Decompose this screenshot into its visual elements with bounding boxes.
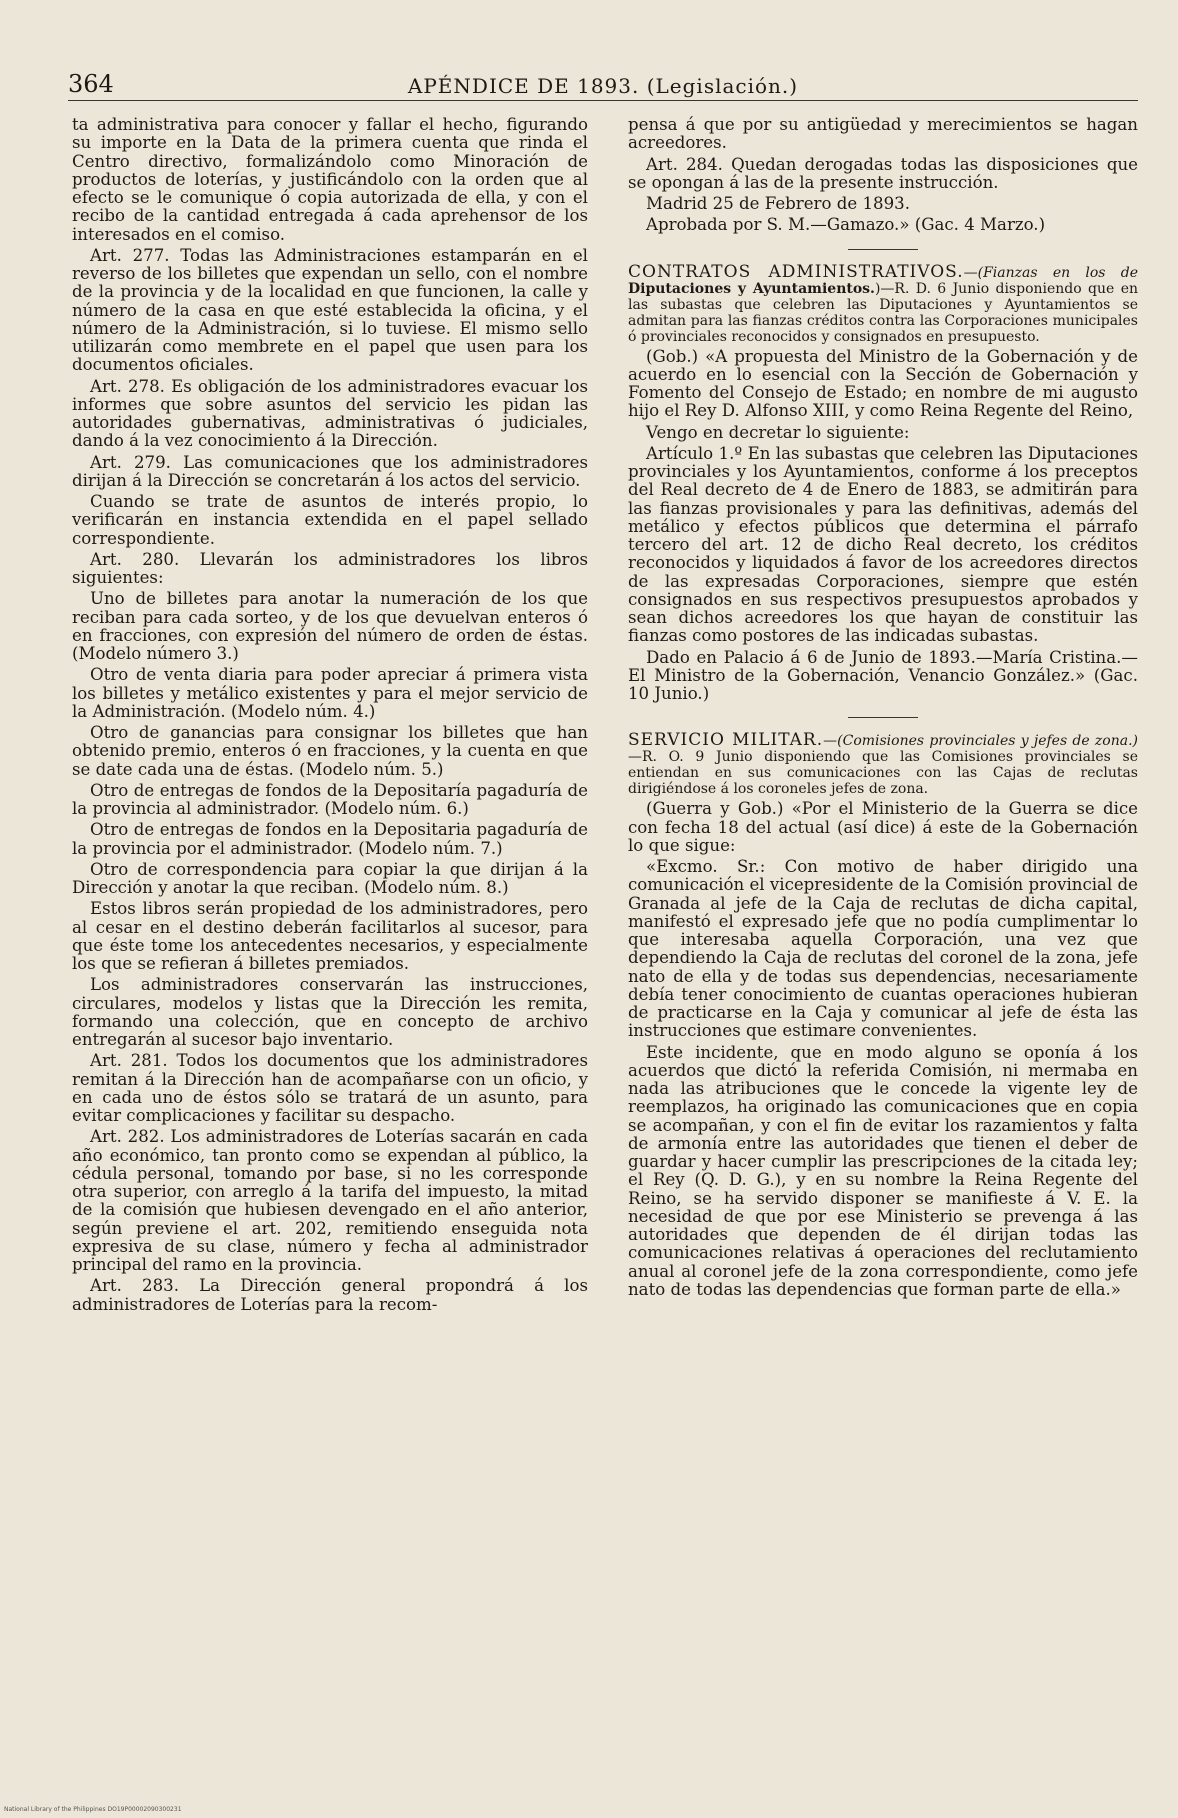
section-heading-contratos (628, 261, 1138, 345)
section-divider (848, 249, 918, 250)
paragraph: Otro de ganancias para consignar los billetes que han obtenido premio, enteros ó en fracciones, y la cuenta en que se date cada una de éstas. (Modelo núm. 5.) (72, 723, 588, 779)
approval-line: Aprobada por S. M.—Gamazo.» (Gac. 4 Marzo.) (646, 215, 1046, 235)
paragraph: Otro de entregas de fondos de la Depositaría pagaduría de la provincia al administrador. (Modelo núm. 6.) (72, 780, 588, 818)
paragraph: Artículo 1.º En las subastas que celebren las Diputaciones provinciales y los Ayuntamientos, conforme á los preceptos del Real decreto de 4 de Enero de 1883, se admitirán para las fianzas provisionales y para las definitivas, además del metálico y efectos públicos que determina el párrafo tercero del art. 12 de dicho Real decreto, los créditos reconocidos y liquidados á favor de los acreedores directos de las expresadas Corporaciones, siempre que estén consignados en sus respectivos presupuestos aprobados y sean dichos acreedores los que hayan de constituir las fianzas como postores de las indicadas subastas. (628, 443, 1138, 646)
paragraph: pensa á que por su antigüedad y merecimientos se hagan acreedores. (628, 116, 1138, 153)
paragraph: Art. 279. Las comunicaciones que los administradores dirijan á la Dirección se concretarán á los actos del servicio. (72, 452, 588, 490)
paragraph: Art. 278. Es obligación de los administradores evacuar los informes que sobre asuntos del servicio les pidan las autoridades gubernativas, administrativas ó judiciales, dando á la vez conocimiento á la Dirección. (72, 376, 588, 451)
section-heading-servicio (628, 732, 1138, 797)
section-title: CONTRATOS ADMINISTRATIVOS. (628, 261, 964, 282)
paragraph: Art. 280. Llevarán los administradores los libros siguientes: (72, 549, 588, 587)
paragraph: Art. 282. Los administradores de Loterías sacarán en cada año económico, tan pronto como se expendan al público, la cédula personal, tomando por base, si no les corresponde otra superior, con arreglo á la tarifa del impuesto, la mitad de la comisión que hubiesen devengado en el año anterior, según previene el art. 202, remitiendo enseguida nota expresiva de su clase, número y fecha al administrador principal del ramo en la provincia. (72, 1127, 588, 1274)
section-summary-italic: —(Comisiones provinciales y jefes de zona.) (823, 733, 1138, 750)
paragraph: «Excmo. Sr.: Con motivo de haber dirigido una comunicación el vicepresidente de la Comisión provincial de Granada al jefe de la Caja de reclutas de dicha capital, manifestó el expresado jefe que no podía cumplimentar lo que interesaba aquella Corporación, una vez que dependiendo la Caja de reclutas del coronel de la zona, jefe nato de ella y de todas sus dependencias, necesariamente debía tener conocimiento de cuantas operaciones hubieran de practicarse en la Caja y comunicar al jefe de ésta las instrucciones que estimare convenientes. (628, 857, 1138, 1041)
paragraph: Los administradores conservarán las instrucciones, circulares, modelos y listas que la Dirección les remita, formando una colección, que en concepto de archivo entregarán al sucesor bajo inventario. (72, 975, 588, 1049)
paragraph: Art. 283. La Dirección general propondrá á los administradores de Loterías para la recom- (72, 1276, 588, 1314)
section-divider (848, 717, 918, 718)
paragraph: Otro de venta diaria para poder apreciar á primera vista los billetes y metálico existentes y para el mejor servicio de la Administración. (Modelo núm. 4.) (72, 665, 588, 721)
paragraph: Otro de entregas de fondos en la Depositaria pagaduría de la provincia por el administrador. (Modelo núm. 7.) (72, 820, 588, 858)
section-summary-italic: —(Fianzas en los de (963, 264, 1138, 281)
paragraph: Art. 284. Quedan derogadas todas las disposiciones que se opongan á las de la presente instrucción. (628, 154, 1138, 192)
scan-credit: National Library of the Philippines DO19P00002090300231 (4, 1806, 182, 1813)
paragraph: (Guerra y Gob.) «Por el Ministerio de la Guerra se dice con fecha 18 del actual (así dice) á este de la Gobernación lo que sigue: (628, 799, 1138, 855)
section-title: SERVICIO MILITAR. (628, 730, 824, 751)
paragraph: ta administrativa para conocer y fallar el hecho, figurando su importe en la Data de la primera cuenta que rinda el Centro directivo, formalizándolo como Minoración de productos de loterías, y justificándolo con la orden que al efecto se le comunique ó copia autorizada de ella, y con el recibo de la cantidad entregada á cada aprehensor de los interesados en el comiso. (72, 116, 588, 244)
paragraph: Uno de billetes para anotar la numeración de los que reciban para cada sorteo, y de los que devuelvan enteros ó en fracciones, con expresión del número de orden de éstas. (Modelo número 3.) (72, 589, 588, 663)
paragraph: Otro de correspondencia para copiar la que dirijan á la Dirección y anotar la que reciban. (Modelo núm. 8.) (72, 859, 588, 897)
paragraph: Este incidente, que en modo alguno se oponía á los acuerdos que dictó la referida Comisión, ni mermaba en nada las atribuciones que le concede la vigente ley de reemplazos, ha originado las comunicaciones que en copia se acompañan, y con el fin de evitar los razamientos y falta de armonía entre las autoridades que tienen el deber de guardar y hacer cumplir las prescripciones de la citada ley; el Rey (Q. D. G.), y en su nombre la Reina Regente del Reino, se ha servido disponer se manifieste á V. E. la necesidad de que por ese Ministerio se prevenga á las autoridades que dependen de él dirijan todas las comunicaciones relativas á operaciones del reclutamiento anual al coronel jefe de la zona correspondiente, como jefe nato de todas las dependencias que forman parte de ella.» (628, 1042, 1138, 1299)
date-line: Madrid 25 de Febrero de 1893. (646, 194, 910, 213)
paragraph: Estos libros serán propiedad de los administradores, pero al cesar en el destino deberán facilitarlos al sucesor, para que éste tome los antecedentes necesarios, y especialmente los que se refieran á billetes premiados. (72, 899, 588, 973)
section-summary: )—R. D. 6 Junio disponiendo que en las subastas que celebren las Diputaciones y Ayuntamientos se admitan para las fianzas créditos contra las Corporaciones municipales ó provinciales reconocidos y consignados en presupuesto. (628, 280, 1138, 345)
paragraph: Dado en Palacio á 6 de Junio de 1893.—María Cristina.—El Ministro de la Gobernación, Venancio González.» (Gac. 10 Junio.) (628, 647, 1138, 703)
page-header (68, 70, 1138, 101)
section-summary: —R. O. 9 Junio disponiendo que las Comisiones provinciales se entiendan en sus comunicaciones con las Cajas de reclutas dirigiéndose á los coroneles jefes de zona. (628, 749, 1138, 798)
paragraph: Art. 281. Todos los documentos que los administradores remitan á la Dirección han de acompañarse con un oficio, y en cada uno de éstos sólo se tratará de un asunto, para evitar complicaciones y facilitar su despacho. (72, 1051, 588, 1125)
right-column (628, 116, 1138, 1806)
paragraph: (Gob.) «A propuesta del Ministro de la Gobernación y de acuerdo en lo esencial con la Sección de Gobernación y Fomento del Consejo de Estado; en nombre de mi augusto hijo el Rey D. Alfonso XIII, y como Reina Regente del Reino, (628, 346, 1138, 421)
paragraph: Cuando se trate de asuntos de interés propio, lo verificarán en instancia extendida en el papel sellado correspondiente. (72, 492, 588, 548)
left-column (72, 116, 588, 1806)
section-summary-bold: Diputaciones y Ayuntamientos. (628, 280, 875, 297)
paragraph: Vengo en decretar lo siguiente: (646, 422, 910, 442)
page-number: 364 (68, 70, 114, 98)
running-title: APÉNDICE DE 1893. (Legislación.) (407, 74, 799, 98)
paragraph: Art. 277. Todas las Administraciones estamparán en el reverso de los billetes que expendan un sello, con el nombre de la provincia y de la localidad en que funcionen, la calle y número de la casa en que esté establecida la oficina, y el número de la Administración, si lo tuviese. El mismo sello utilizarán como membrete en el papel que usen para los documentos oficiales. (72, 245, 588, 375)
